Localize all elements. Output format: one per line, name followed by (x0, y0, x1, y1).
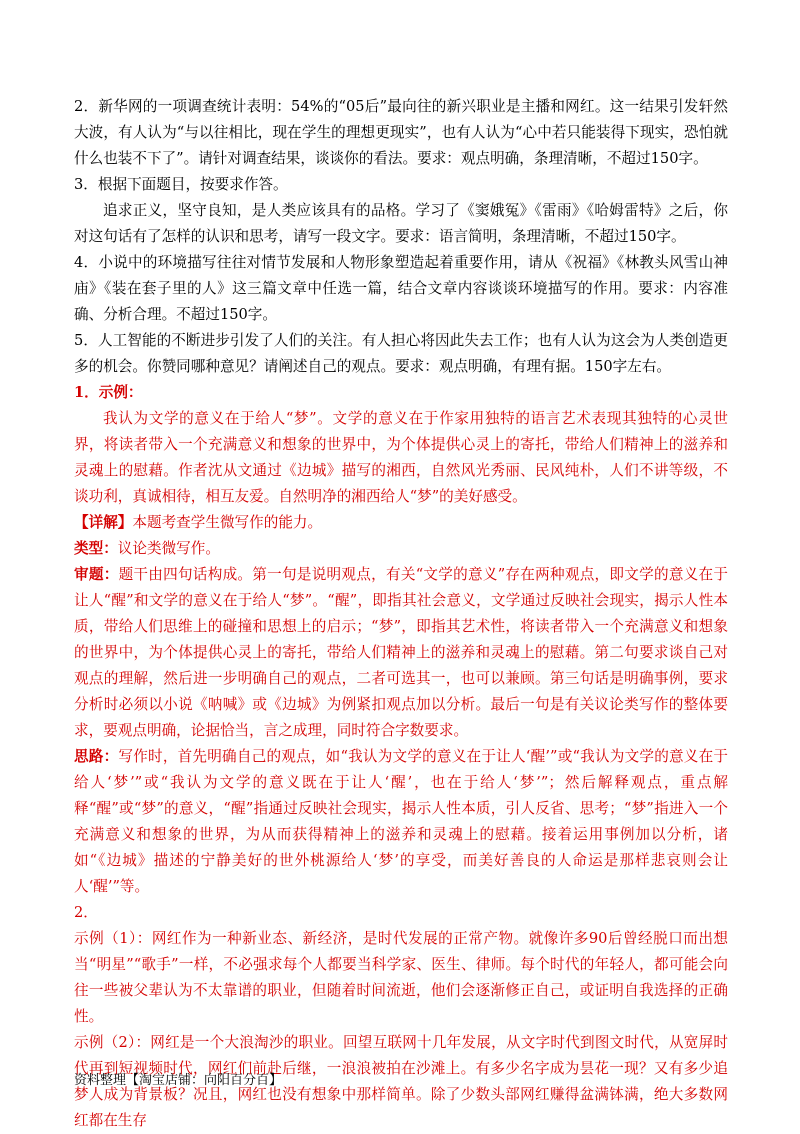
question-3-body: 追求正义，坚守良知，是人类应该具有的品格。学习了《窦娥冤》《雷雨》《哈姆雷特》之后，你对这句话有了怎样的认识和思考，请写一段文字。要求：语言简明，条理清晰，不超过150字。 (74, 202, 728, 245)
detail-label: 【详解】 (74, 514, 133, 531)
answer-2-label: 2． (74, 904, 98, 921)
type-label: 类型： (74, 540, 118, 557)
idea-label: 思路： (74, 748, 119, 765)
question-4: 4．小说中的环境描写往往对情节发展和人物形象塑造起着重要作用，请从《祝福》《林教头风雪山神庙》《装在套子里的人》这三篇文章中任选一篇，结合文章内容谈谈环境描写的作用。要求：内容准确、分析合理。不超过150字。 (74, 254, 728, 323)
review-label: 审题： (74, 566, 119, 583)
page-content (74, 94, 728, 1134)
review-section (74, 562, 728, 744)
question-5: 5．人工智能的不断进步引发了人们的关注。有人担心将因此失去工作；也有人认为这会为人类创造更多的机会。你赞同哪种意见？请阐述自己的观点。要求：观点明确，有理有据。150字左右。 (74, 332, 728, 375)
answer-1-example: 我认为文学的意义在于给人“梦”。文学的意义在于作家用独特的语言艺术表现其独特的心灵世界，将读者带入一个充满意义和想象的世界中，为个体提供心灵上的寄托，带给人们精神上的滋养和灵魂上的慰藉。作者沈从文通过《边城》描写的湘西，自然风光秀丽、民风纯朴，人们不讲等级，不谈功利，真诚相待，相互友爱。自然明净的湘西给人“梦”的美好感受。 (74, 410, 728, 505)
page-footer: 资料整理【淘宝店铺：向阳百分百】 (74, 1073, 283, 1088)
question-2: 2．新华网的一项调查统计表明：54%的“05后”最向往的新兴职业是主播和网红。这一结果引发轩然大波，有人认为“与以往相比，现在学生的理想更现实”，也有人认为“心中若只能装得下现实，恐怕就什么也装不下了”。请针对调查结果，谈谈你的看法。要求：观点明确，条理清晰，不超过150字。 (74, 98, 728, 167)
review-text: 题干由四句话构成。第一句是说明观点，有关“文学的意义”存在两种观点，即文学的意义在于让人“醒”和文学的意义在于给人“梦”。“醒”，即指其社会意义，文学通过反映社会现实，揭示人性本质，带给人们思维上的碰撞和思想上的启示；“梦”，即指其艺术性，将读者带入一个充满意义和想象的世界中，为个体提供心灵上的寄托，带给人们精神上的滋养和灵魂上的慰藉。第二句要求谈自己对观点的理解，然后进一步明确自己的观点，二者可选其一，也可以兼顾。第三句话是明确事例，要求分析时必须以小说《呐喊》或《边城》为例紧扣观点加以分析。最后一句是有关议论类写作的整体要求，要观点明确，论据恰当，言之成理，同时符合字数要求。 (74, 566, 728, 739)
detail-text: 本题考查学生微写作的能力。 (132, 514, 323, 531)
idea-section (74, 744, 728, 900)
type-text: 议论类微写作。 (117, 540, 220, 557)
detail-section (74, 510, 728, 536)
answer-2-example-2: 示例（2）：网红是一个大浪淘沙的职业。回望互联网十几年发展，从文字时代到图文时代，从宽屏时代再到短视频时代，网红们前赴后继，一浪浪被拍在沙滩上。有多少名字成为昙花一现？又有多少追梦人成为背景板？况且，网红也没有想象中那样简单。除了少数头部网红赚得盆满钵满，绝大多数网红都在生存 (74, 1034, 728, 1129)
answer-1-label: 1．示例： (74, 384, 143, 401)
answer-2-example-1: 示例（1）：网红作为一种新业态、新经济，是时代发展的正常产物。就像许多90后曾经脱口而出想当“明星”“歌手”一样，不必强求每个人都要当科学家、医生、律师。每个时代的年轻人，都可能会向往一些被父辈认为不太靠谱的职业，但随着时间流逝，他们会逐渐修正自己，或证明自我选择的正确性。 (74, 930, 728, 1025)
type-section (74, 536, 728, 562)
idea-text: 写作时，首先明确自己的观点，如“我认为文学的意义在于让人‘醒’”或“我认为文学的意义在于给人‘梦’”或“我认为文学的意义既在于让人‘醒’，也在于给人‘梦’”；然后解释观点，重点解释“醒”或“梦”的意义，“醒”指通过反映社会现实，揭示人性本质，引人反省、思考；“梦”指进入一个充满意义和想象的世界，为从而获得精神上的滋养和灵魂上的慰藉。接着运用事例加以分析，诸如“《边城》描述的宁静美好的世外桃源给人‘梦’的享受，而美好善良的人命运是那样悲哀则会让人‘醒’”等。 (74, 748, 728, 895)
question-3-title: 3．根据下面题目，按要求作答。 (74, 176, 288, 193)
